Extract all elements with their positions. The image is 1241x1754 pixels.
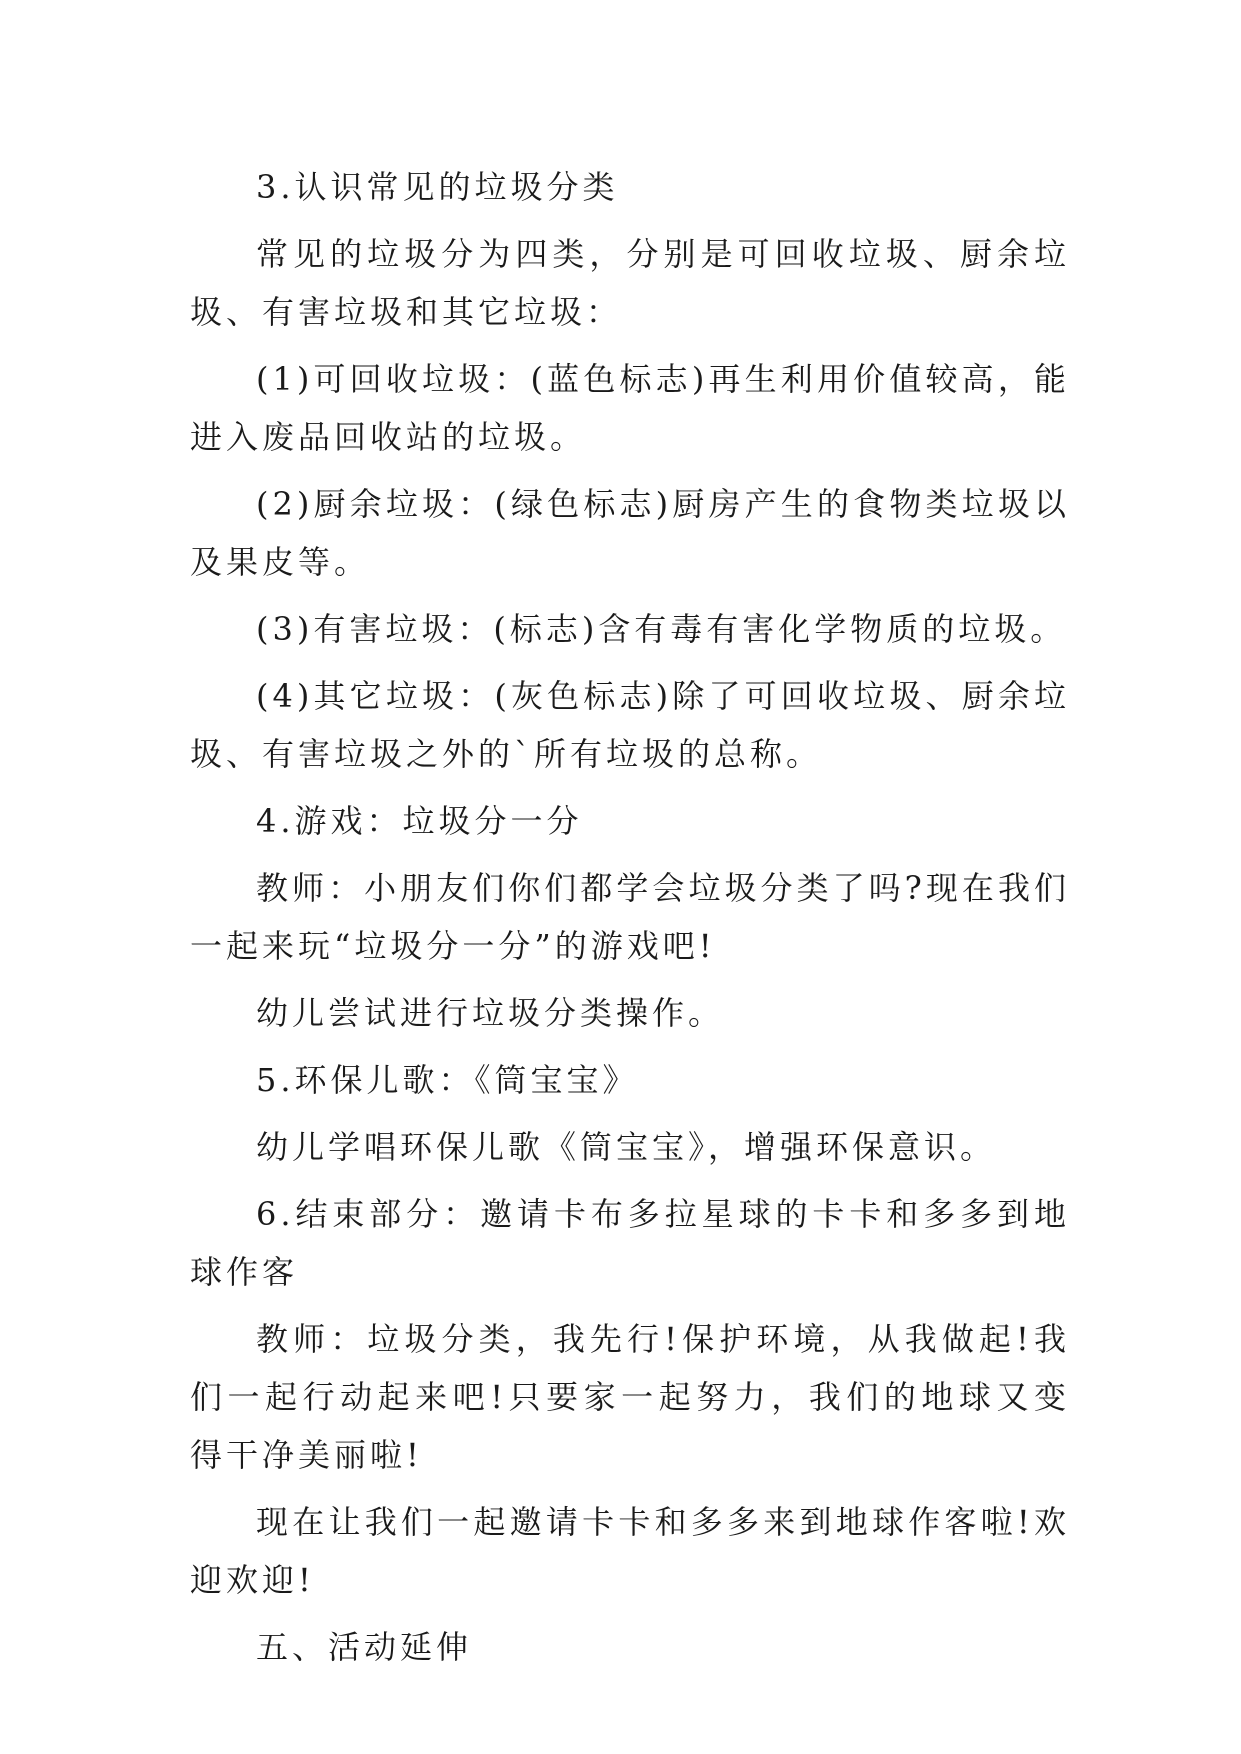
list-item-hazardous: (3)有害垃圾：(标志)含有毒有害化学物质的垃圾。	[256, 610, 1067, 648]
body-paragraph: 常见的垃圾分为四类，分别是可回收垃圾、厨余垃圾、有害垃圾和其它垃圾：	[190, 235, 1070, 331]
section-heading-extension: 五、活动延伸	[256, 1628, 473, 1666]
section-heading-song: 5.环保儿歌：《筒宝宝》	[256, 1061, 639, 1099]
document-body	[190, 158, 1070, 1685]
section-heading-closing: 6.结束部分：邀请卡布多拉星球的卡卡和多多到地球作客	[190, 1195, 1070, 1291]
body-paragraph: 教师：小朋友们你们都学会垃圾分类了吗?现在我们一起来玩“垃圾分一分”的游戏吧!	[190, 869, 1070, 965]
list-item-kitchen-waste: (2)厨余垃圾：(绿色标志)厨房产生的食物类垃圾以及果皮等。	[190, 485, 1070, 581]
section-heading-game: 4.游戏：垃圾分一分	[256, 802, 583, 840]
body-paragraph: 教师：垃圾分类，我先行!保护环境，从我做起!我们一起行动起来吧!只要家一起努力，我们的地球又变得干净美丽啦!	[190, 1320, 1070, 1474]
body-paragraph: 幼儿学唱环保儿歌《筒宝宝》，增强环保意识。	[256, 1128, 997, 1166]
body-paragraph: 现在让我们一起邀请卡卡和多多来到地球作客啦!欢迎欢迎!	[190, 1503, 1070, 1599]
body-paragraph: 幼儿尝试进行垃圾分类操作。	[256, 994, 725, 1032]
list-item-other-waste: (4)其它垃圾：(灰色标志)除了可回收垃圾、厨余垃圾、有害垃圾之外的`所有垃圾的总称。	[190, 677, 1070, 773]
list-item-recyclable: (1)可回收垃圾：(蓝色标志)再生利用价值较高，能进入废品回收站的垃圾。	[190, 360, 1070, 456]
section-heading-garbage-categories: 3.认识常见的垃圾分类	[256, 168, 619, 206]
